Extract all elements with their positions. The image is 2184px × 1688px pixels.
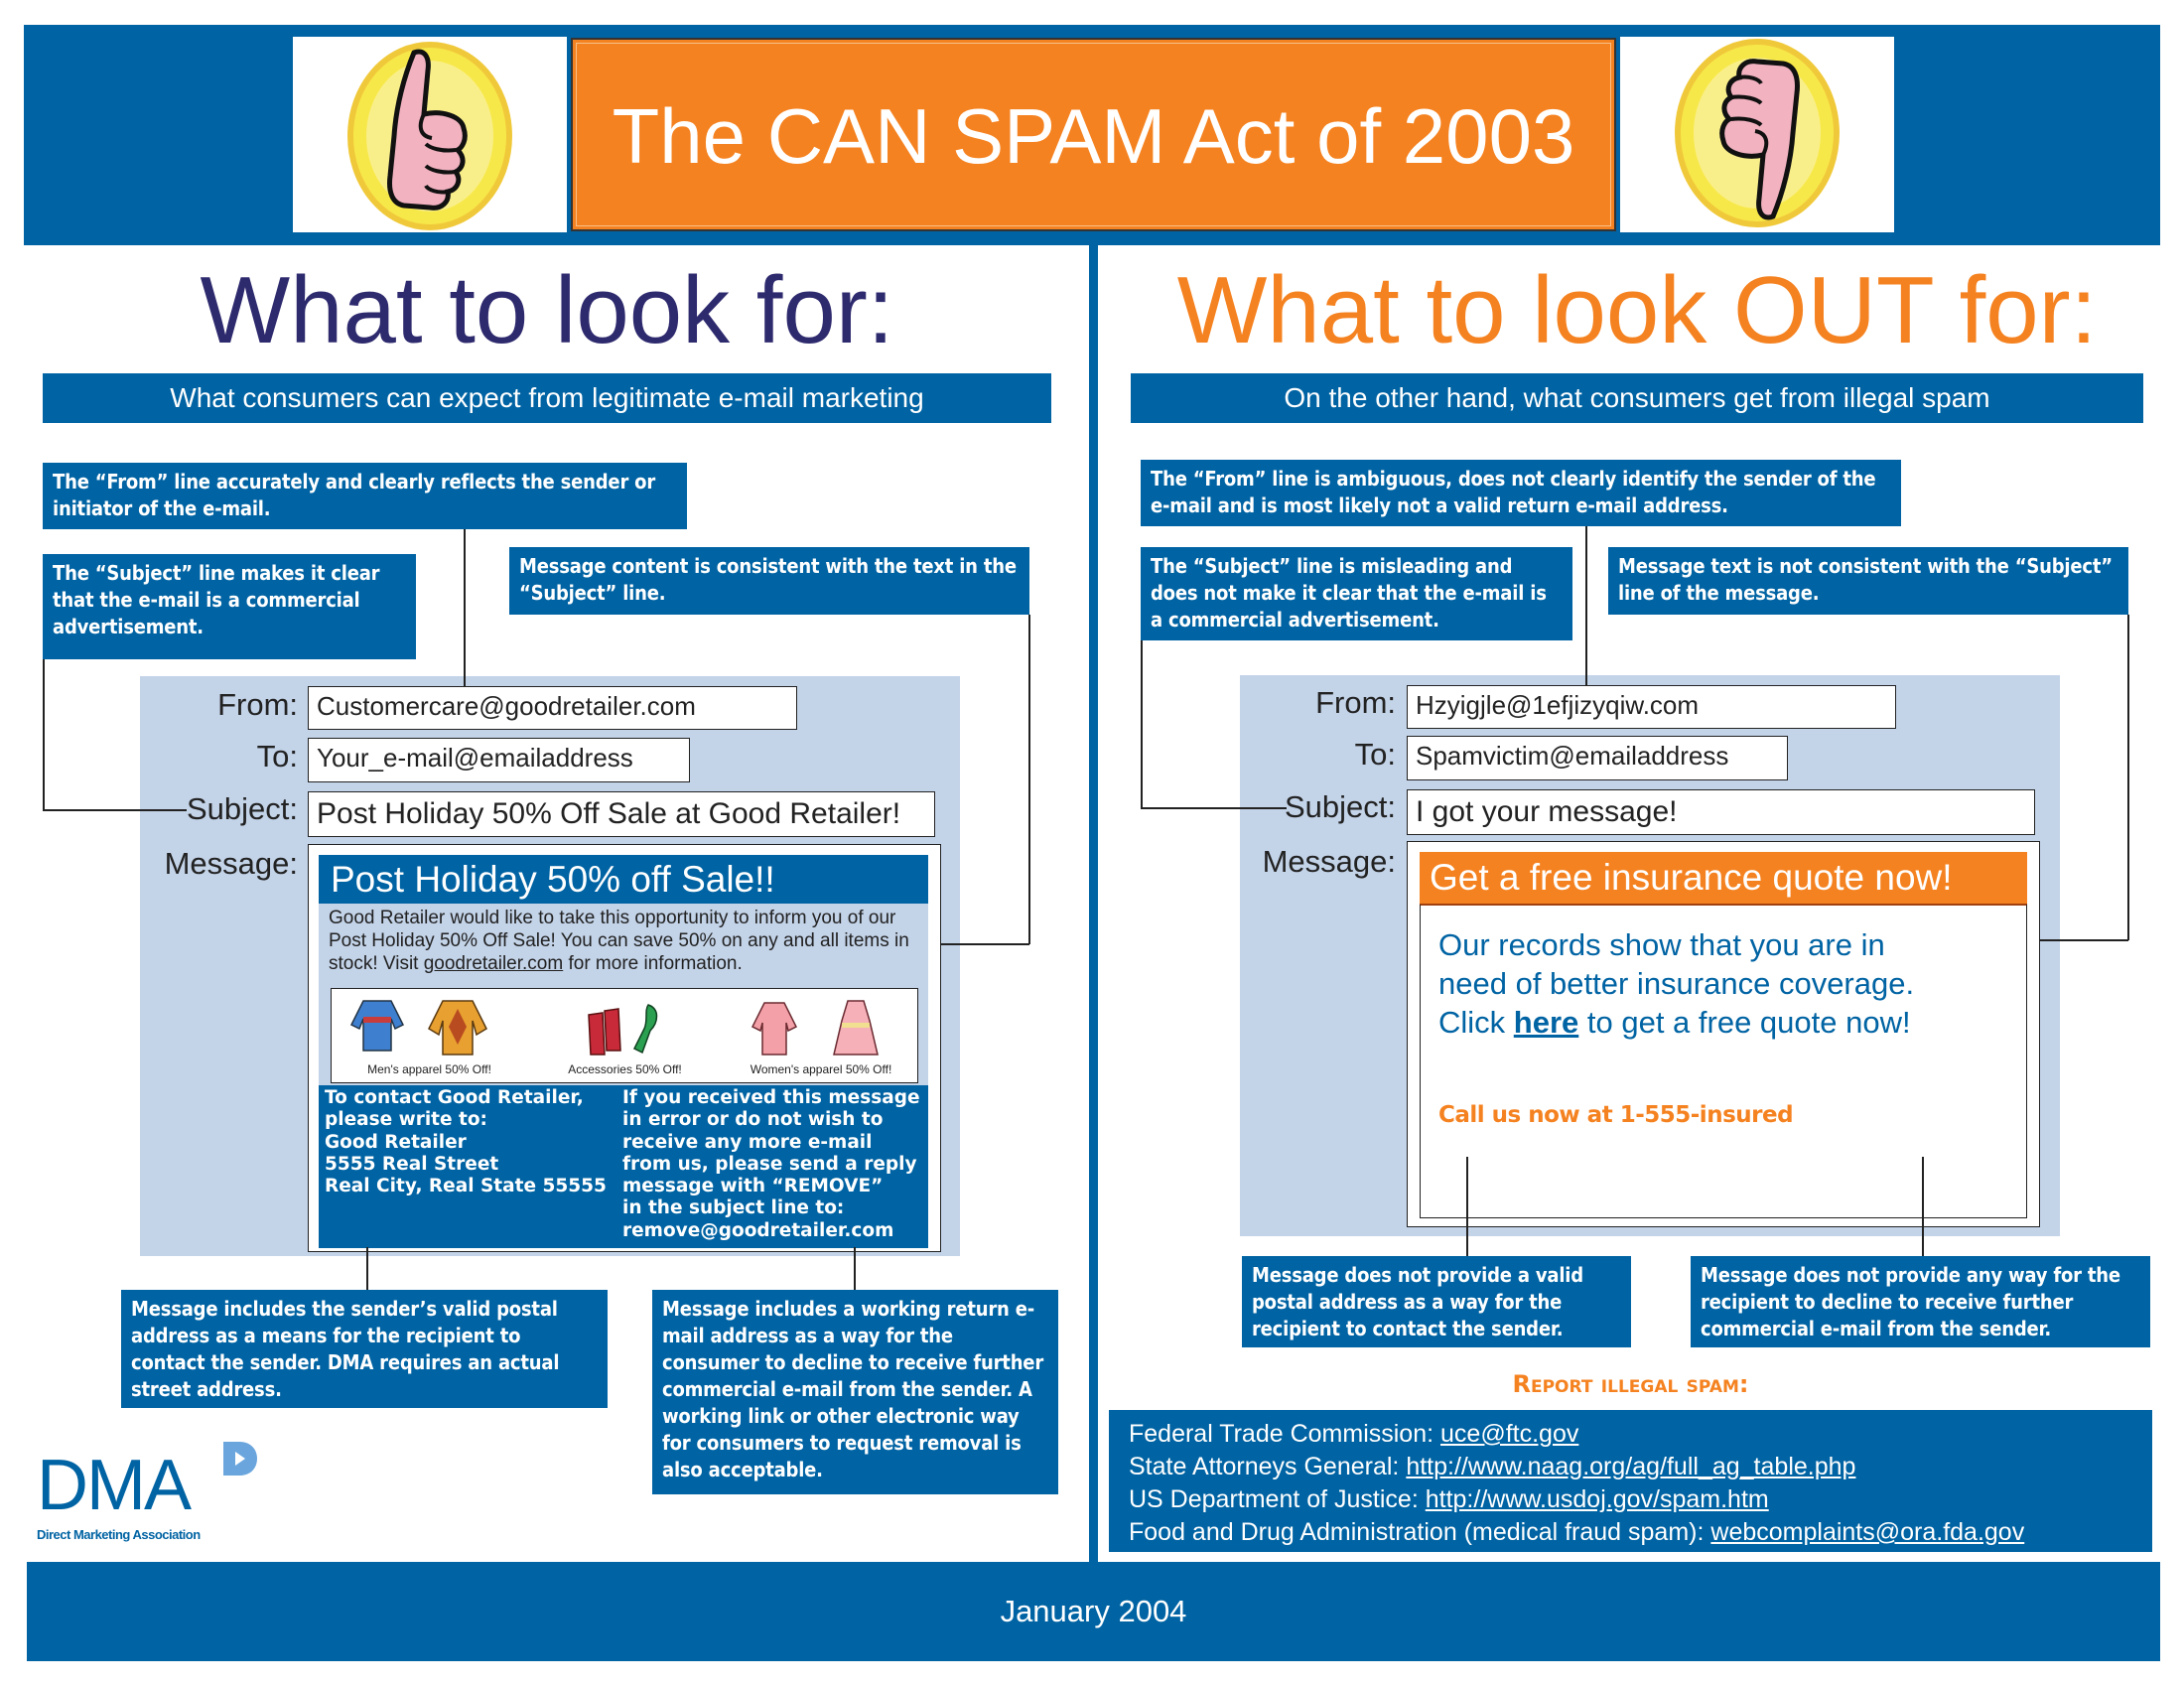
report-label: Federal Trade Commission:	[1129, 1420, 1441, 1448]
remove-email-link[interactable]: remove@goodretailer.com	[622, 1219, 894, 1241]
page-title: The CAN SPAM Act of 2003	[612, 92, 1575, 180]
sweater-blue-icon	[349, 995, 405, 1055]
right-subheading: On the other hand, what consumers get from illegal spam	[1131, 373, 2143, 423]
after-link-text: to get a free quote now!	[1578, 1005, 1911, 1040]
legit-message-body	[319, 904, 928, 988]
left-heading: What to look for:	[200, 257, 894, 363]
legit-message-title	[319, 855, 928, 904]
spam-body-text	[1438, 925, 2014, 1042]
label-from: From:	[217, 687, 298, 722]
legit-message-box	[308, 844, 941, 1252]
title-box	[571, 38, 1616, 231]
contact-line: To contact Good Retailer,	[325, 1087, 584, 1108]
spam-message-inner	[1420, 904, 2027, 1218]
report-item-ag	[1129, 1451, 2132, 1483]
spam-message-box	[1407, 841, 2040, 1227]
callout-message-spam: Message text is not consistent with the “Subject” line of the message.	[1608, 547, 2128, 615]
right-heading: What to look OUT for:	[1176, 257, 2098, 363]
spam-message-title-text: Get a free insurance quote now!	[1430, 857, 1953, 898]
goodretailer-link[interactable]: goodretailer.com	[423, 953, 564, 974]
callout-message-legit: Message content is consistent with the text in the “Subject” line.	[509, 547, 1029, 615]
remove-line: If you received this message	[622, 1087, 920, 1108]
here-link[interactable]: here	[1513, 1005, 1579, 1040]
contact-line: Real City, Real State 55555	[325, 1176, 607, 1197]
spam-subject-field[interactable]: I got your message!	[1407, 789, 2035, 835]
connector-postal-spam	[1466, 1157, 1468, 1258]
spam-body-line: Our records show that you are in	[1438, 927, 1885, 962]
legit-message-title-text: Post Holiday 50% off Sale!!	[331, 859, 775, 900]
footer-band	[27, 1562, 2160, 1661]
callout-postal-spam: Message does not provide a valid postal address as a way for the recipient to contact the sender.	[1242, 1256, 1631, 1347]
dma-logo	[37, 1442, 235, 1551]
dress-pink-icon	[830, 997, 882, 1058]
connector-optout-spam	[1922, 1157, 1924, 1258]
callout-postal-legit: Message includes the sender’s valid postal address as a means for the recipient to contact the sender. DMA requires an actual street address.	[121, 1290, 608, 1408]
legit-contact-footer	[319, 1085, 928, 1248]
report-label: Food and Drug Administration (medical fraud spam):	[1129, 1518, 1711, 1546]
footer-date: January 2004	[1000, 1594, 1187, 1628]
spam-body-line	[1438, 1003, 2014, 1042]
remove-line: receive any more e-mail	[622, 1131, 873, 1153]
callout-optout-legit: Message includes a working return e-mail address as a way for the consumer to decline to receive further commercial e-mail from the sender. A working link or other electronic way for consumers to request removal is also acceptable.	[652, 1290, 1058, 1494]
callout-subject-spam: The “Subject” line is misleading and does not make it clear that the e-mail is a commercial advertisement.	[1141, 547, 1572, 640]
contact-line: please write to:	[325, 1109, 487, 1131]
click-text: Click	[1438, 1005, 1514, 1040]
spam-call-line: Call us now at 1-555-insured	[1438, 1102, 1794, 1128]
gloves-icon	[585, 1005, 624, 1056]
products-box	[331, 988, 918, 1083]
naag-link[interactable]: http://www.naag.org/ag/full_ag_table.php	[1406, 1453, 1856, 1480]
connector-message-spam	[2127, 615, 2129, 940]
legit-to-field[interactable]: Your_e-mail@emailaddress	[308, 738, 690, 782]
report-item-ftc	[1129, 1418, 2132, 1451]
connector-from-legit	[464, 529, 466, 688]
spam-from-field[interactable]: Hzyigjle@1efjizyqiw.com	[1407, 685, 1896, 729]
report-label: US Department of Justice:	[1129, 1485, 1426, 1513]
report-title: Report illegal spam:	[1512, 1370, 1749, 1398]
doj-link[interactable]: http://www.usdoj.gov/spam.htm	[1425, 1485, 1769, 1513]
ftc-link[interactable]: uce@ftc.gov	[1440, 1420, 1579, 1448]
legit-from-field[interactable]: Customercare@goodretailer.com	[308, 686, 797, 730]
label-to: To:	[1354, 737, 1396, 772]
postal-address-block	[325, 1087, 622, 1197]
spam-body-line: need of better insurance coverage.	[1438, 966, 1915, 1001]
legit-body-text-end: for more information.	[563, 953, 743, 974]
callout-from-legit: The “From” line accurately and clearly reflects the sender or initiator of the e-mail.	[43, 463, 687, 529]
label-from: From:	[1315, 685, 1396, 720]
remove-line: message with “REMOVE”	[622, 1176, 884, 1197]
report-label: State Attorneys General:	[1129, 1453, 1407, 1480]
label-to: To:	[256, 739, 298, 774]
report-item-fda	[1129, 1516, 2132, 1549]
legit-subject-field[interactable]: Post Holiday 50% Off Sale at Good Retailer!	[308, 791, 935, 837]
callout-from-spam: The “From” line is ambiguous, does not clearly identify the sender of the e-mail and is most likely not a valid return e-mail address.	[1141, 460, 1901, 526]
thumbs-down-icon	[1620, 37, 1894, 232]
remove-line: in the subject line to:	[622, 1197, 845, 1219]
thumbs-down-panel	[1620, 37, 1894, 232]
connector-subject-legit	[43, 659, 45, 810]
scarf-icon	[630, 1003, 664, 1058]
left-subheading: What consumers can expect from legitimate e-mail marketing	[43, 373, 1051, 423]
dma-logo-mark: DMA	[37, 1446, 190, 1525]
contact-line: 5555 Real Street	[325, 1153, 499, 1175]
label-subject: Subject:	[186, 791, 298, 826]
product-accessories[interactable]	[527, 989, 723, 1084]
dma-play-icon	[223, 1442, 257, 1476]
product-caption: Women's apparel 50% Off!	[750, 1062, 892, 1076]
connector-optout-legit	[854, 1247, 856, 1291]
sweater-orange-icon	[427, 995, 488, 1058]
dma-logo-name: Direct Marketing Association	[37, 1527, 201, 1542]
label-message: Message:	[1262, 844, 1396, 879]
callout-optout-spam: Message does not provide any way for the recipient to decline to receive further commercial e-mail from the sender.	[1691, 1256, 2150, 1347]
connector-from-spam	[1585, 526, 1587, 687]
legit-body-text: Good Retailer would like to take this opportunity to inform you of our Post Holiday 50% Off Sale! You can save 50% on any and all items in stock! Visit	[329, 908, 909, 974]
product-womens[interactable]	[723, 989, 919, 1084]
label-subject: Subject:	[1284, 789, 1396, 824]
spam-to-field[interactable]: Spamvictim@emailaddress	[1407, 736, 1788, 780]
remove-line: from us, please send a reply	[622, 1153, 917, 1175]
center-divider	[1089, 244, 1098, 1565]
remove-instructions-block	[622, 1087, 926, 1242]
fda-link[interactable]: webcomplaints@ora.fda.gov	[1710, 1518, 2025, 1546]
report-box	[1109, 1410, 2152, 1552]
thumbs-up-panel	[293, 37, 567, 232]
product-mens[interactable]	[332, 989, 527, 1084]
products-strip	[319, 988, 928, 1089]
thumbs-up-icon	[293, 37, 567, 232]
connector-postal-legit	[366, 1247, 368, 1291]
product-caption: Men's apparel 50% Off!	[367, 1062, 491, 1076]
spam-message-title	[1420, 852, 2027, 904]
report-item-doj	[1129, 1483, 2132, 1516]
label-message: Message:	[164, 846, 298, 881]
connector-subject-spam	[1141, 640, 1143, 808]
product-caption: Accessories 50% Off!	[568, 1062, 682, 1076]
contact-line: Good Retailer	[325, 1131, 467, 1153]
coat-pink-icon	[749, 999, 800, 1058]
remove-line: in error or do not wish to	[622, 1109, 884, 1131]
callout-subject-legit: The “Subject” line makes it clear that the e-mail is a commercial advertisement.	[43, 554, 416, 659]
connector-message-legit	[1028, 615, 1030, 944]
